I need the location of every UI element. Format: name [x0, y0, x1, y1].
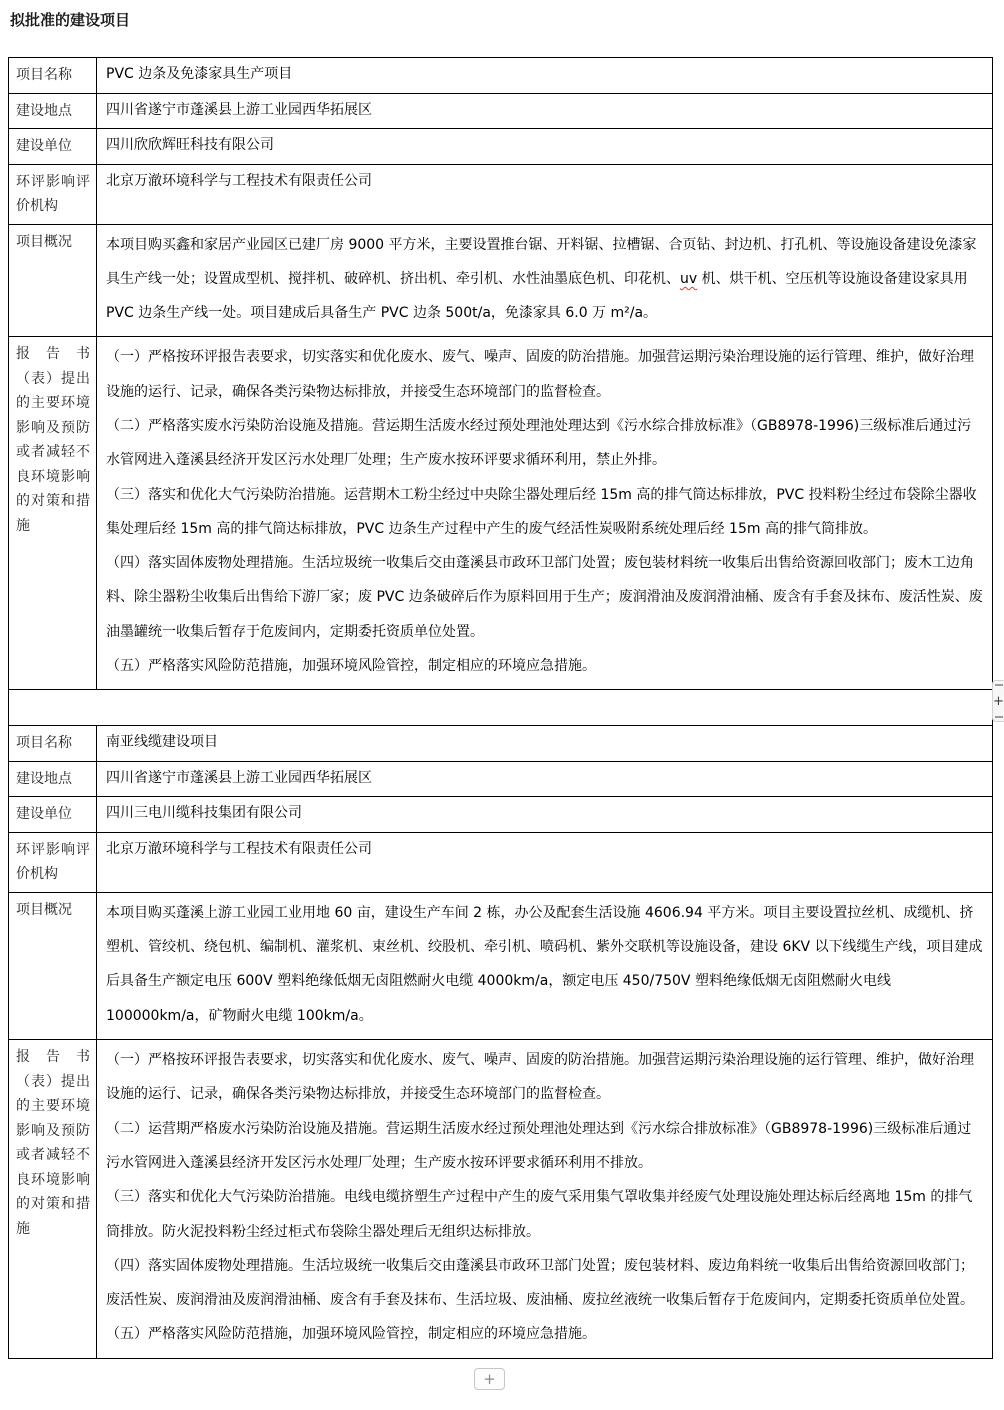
spacer-cell: [9, 690, 993, 726]
measure-paragraph: （三）落实和优化大气污染防治措施。电线电缆挤塑生产过程中产生的废气采用集气罩收集并经废气处理设施处理达标后经离地 15m 的排气筒排放。防火泥投料粉尘经过柜式布袋除尘器处理后无组织达标排放。: [106, 1189, 973, 1240]
measure-paragraph: （三）落实和优化大气污染防治措施。运营期木工粉尘经过中央除尘器处理后经 15m 高的排气筒达标排放，PVC 投料粉尘经过布袋除尘器收集处理后经 15m 高的排气筒达标排放，PVC 边条生产过程中产生的废气经活性炭吸附系统处理后经 15m 高的排气筒排放。: [106, 486, 977, 537]
projects-table: [8, 57, 993, 1359]
project2-measures-row: [9, 1040, 993, 1359]
project2-measures-value: [97, 1040, 993, 1359]
project2-builder-value: 四川三电川缆科技集团有限公司: [97, 797, 993, 833]
edge-widget-top-bar-icon: [995, 684, 1003, 686]
project2-eia-agency-row: [9, 832, 993, 892]
project2-overview-row: [9, 892, 993, 1039]
spacer-row: [9, 690, 993, 726]
project1-overview-value: 本项目购买鑫和家居产业园区已建厂房 9000 平方米，主要设置推台锯、开料锯、拉槽锯、合页钻、封边机、打孔机、等设施设备建设免漆家具生产线一处；设置成型机、搅拌机、破碎机、挤出机、牵引机、水性油墨底色机、印花机、uv 机、烘干机、空压机等设施设备建设家具用 PVC 边条生产线一处。项目建成后具备生产 PVC 边条 500t/a，免漆家具 6.0 万 m²/a。: [97, 224, 993, 337]
project1-location-label: 建设地点: [9, 93, 97, 129]
project2-builder-row: [9, 797, 993, 833]
project2-location-value: 四川省遂宁市蓬溪县上游工业园西华拓展区: [97, 761, 993, 797]
project2-overview-value: 本项目购买蓬溪上游工业园工业用地 60 亩，建设生产车间 2 栋，办公及配套生活设施 4606.94 平方米。项目主要设置拉丝机、成缆机、挤塑机、管绞机、绕包机、编制机、灌浆机、束丝机、绞股机、牵引机、喷码机、紫外交联机等设施设备，建设 6KV 以下线缆生产线，项目建成后具备生产额定电压 600V 塑料绝缘低烟无卤阻燃耐火电缆 4000km/a，额定电压 450/750V 塑料绝缘低烟无卤阻燃耐火电线 100000km/a，矿物耐火电缆 100km/a。: [97, 892, 993, 1039]
project1-eia-agency-value: 北京万澈环境科学与工程技术有限责任公司: [97, 164, 993, 224]
plus-icon[interactable]: +: [993, 693, 1004, 709]
measure-paragraph: （一）严格按环评报告表要求，切实落实和优化废水、废气、噪声、固废的防治措施。加强营运期污染治理设施的运行管理、维护，做好治理设施的运行、记录，确保各类污染物达标排放，并接受生态环境部门的监督检查。: [106, 349, 974, 400]
project2-name-row: [9, 726, 993, 762]
project1-builder-label: 建设单位: [9, 129, 97, 165]
add-row-button[interactable]: +: [474, 1368, 505, 1390]
project2-name-value: 南亚线缆建设项目: [97, 726, 993, 762]
project1-eia-agency-row: [9, 164, 993, 224]
project1-builder-value: 四川欣欣辉旺科技有限公司: [97, 129, 993, 165]
project2-eia-agency-label: 环评影响评价机构: [9, 832, 97, 892]
measure-paragraph: （二）运营期严格废水污染防治设施及措施。营运期生活废水经过预处理池处理达到《污水综合排放标准》（GB8978-1996)三级标准后通过污水管网进入蓬溪县经济开发区污水处理厂处理；生产废水按环评要求循环利用不排放。: [106, 1120, 972, 1171]
project1-measures-value: [97, 337, 993, 690]
project1-overview-row: [9, 224, 993, 337]
project1-eia-agency-label: 环评影响评价机构: [9, 164, 97, 224]
project2-name-label: 项目名称: [9, 726, 97, 762]
measure-paragraph: （四）落实固体废物处理措施。生活垃圾统一收集后交由蓬溪县市政环卫部门处置；废包装材料、废边角料统一收集后出售给资源回收部门；废活性炭、废润滑油及废润滑油桶、废含有手套及抹布、生活垃圾、废油桶、废拉丝液统一收集后暂存于危废间内，定期委托资质单位处置。: [106, 1257, 974, 1309]
edge-expand-widget[interactable]: [992, 680, 1004, 722]
project1-builder-row: [9, 129, 993, 165]
measure-paragraph: （二）严格落实废水污染防治设施及措施。营运期生活废水经过预处理池处理达到《污水综合排放标准》（GB8978-1996)三级标准后通过污水管网进入蓬溪县经济开发区污水处理厂处理；生产废水按环评要求循环利用，禁止外排。: [106, 417, 972, 469]
project1-name-label: 项目名称: [9, 58, 97, 94]
edge-widget-bottom-bar-icon: [995, 716, 1003, 718]
project1-name-row: [9, 58, 993, 94]
document-page: [0, 9, 1004, 1390]
measure-paragraph: （五）严格落实风险防范措施，加强环境风险管控，制定相应的环境应急措施。: [106, 1326, 596, 1343]
project2-location-label: 建设地点: [9, 761, 97, 797]
project2-measures-label: 报告书（表）提出的主要环境影响及预防或者减轻不良环境影响的对策和措施: [9, 1040, 97, 1359]
measure-paragraph: （五）严格落实风险防范措施，加强环境风险管控，制定相应的环境应急措施。: [106, 658, 596, 675]
project1-measures-label: 报告书（表）提出的主要环境影响及预防或者减轻不良环境影响的对策和措施: [9, 337, 97, 690]
project2-overview-label: 项目概况: [9, 892, 97, 1039]
project1-measures-row: [9, 337, 993, 690]
measure-paragraph: （一）严格按环评报告表要求，切实落实和优化废水、废气、噪声、固废的防治措施。加强营运期污染治理设施的运行管理、维护，做好治理设施的运行、记录，确保各类污染物达标排放，并接受生态环境部门的监督检查。: [106, 1052, 974, 1103]
project1-overview-label: 项目概况: [9, 224, 97, 337]
project1-name-value: PVC 边条及免漆家具生产项目: [97, 58, 993, 94]
project2-builder-label: 建设单位: [9, 797, 97, 833]
spellcheck-flagged-word: uv: [680, 270, 698, 287]
page-title: 拟批准的建设项目: [10, 11, 131, 29]
project2-location-row: [9, 761, 993, 797]
measure-paragraph: （四）落实固体废物处理措施。生活垃圾统一收集后交由蓬溪县市政环卫部门处置；废包装材料统一收集后出售给资源回收部门；废木工边角料、除尘器粉尘收集后出售给下游厂家；废 PVC 边条破碎后作为原料回用于生产；废润滑油及废润滑油桶、废含有手套及抹布、废活性炭、废油墨罐统一收集后暂存于危废间内，定期委托资质单位处置。: [106, 555, 983, 640]
project1-location-value: 四川省遂宁市蓬溪县上游工业园西华拓展区: [97, 93, 993, 129]
project2-eia-agency-value: 北京万澈环境科学与工程技术有限责任公司: [97, 832, 993, 892]
project1-location-row: [9, 93, 993, 129]
